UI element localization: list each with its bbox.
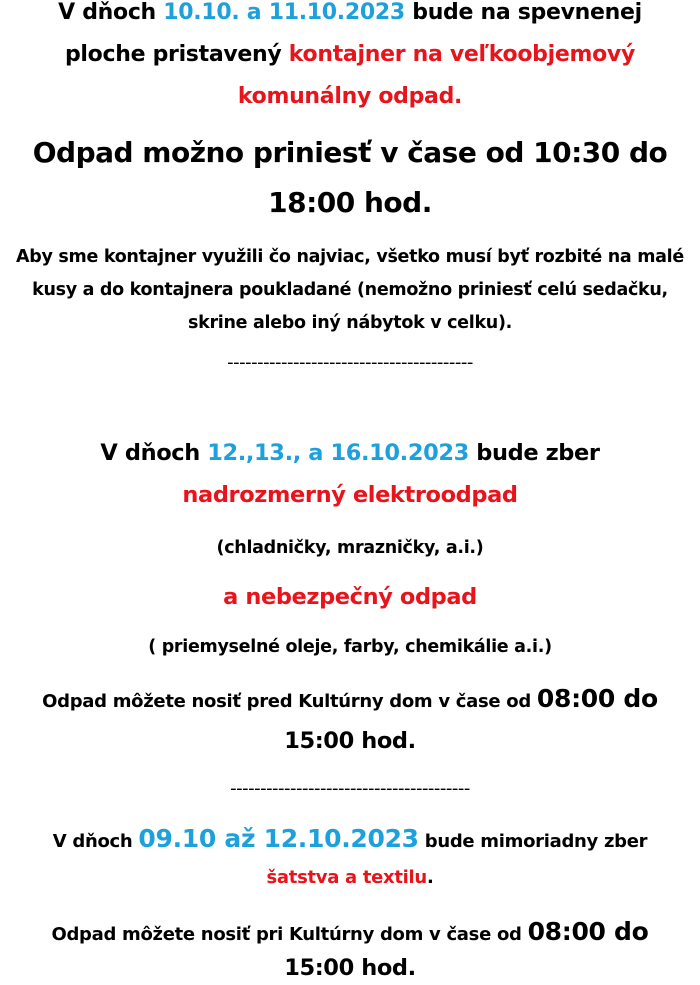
s3-time-value: 08:00 do xyxy=(527,917,649,946)
s3-period: . xyxy=(426,867,434,888)
s2-line1-text: V dňoch xyxy=(100,440,208,466)
s3-textile: šatstva a textilu xyxy=(266,867,427,888)
s1-line1-text: V dňoch xyxy=(58,0,164,25)
s1-line2 xyxy=(0,42,700,68)
s1-dates: 10.10. a 11.10.2023 xyxy=(163,0,405,25)
s1-time-line2: 18:00 hod. xyxy=(268,186,432,219)
s3-dates: 09.10 až 12.10.2023 xyxy=(138,824,419,853)
s2-time-value: 08:00 do xyxy=(536,684,658,713)
s2-time-line2: 15:00 hod. xyxy=(284,728,416,754)
s2-line1 xyxy=(0,440,700,467)
s1-line3: komunálny odpad. xyxy=(237,84,463,109)
s1-note-line3: skrine alebo iný nábytok v celku). xyxy=(188,313,512,333)
s2-line5: ( priemyselné oleje, farby, chemikálie a.i.) xyxy=(148,637,552,657)
s1-container-type: kontajner na veľkoobjemový xyxy=(288,42,635,67)
s2-dates: 12.,13., a 16.10.2023 xyxy=(207,440,469,466)
s2-line4: a nebezpečný odpad xyxy=(223,584,477,610)
s3-time-line1 xyxy=(0,917,700,947)
s3-line2 xyxy=(0,867,700,889)
s2-line1-tail: bude zber xyxy=(468,440,600,466)
s1-line1 xyxy=(0,0,700,26)
s1-note-line2: kusy a do kontajnera poukladané (nemožno priniesť celú sedačku, xyxy=(32,280,668,300)
s3-line1 xyxy=(0,824,700,854)
s1-separator: ----------------------------------------- xyxy=(227,352,473,373)
s2-time-text: Odpad môžete nosiť pred Kultúrny dom v čase od xyxy=(42,691,537,712)
s3-line1-tail: bude mimoriadny zber xyxy=(418,831,648,852)
s1-note-line1: Aby sme kontajner využili čo najviac, všetko musí byť rozbité na malé xyxy=(16,247,684,267)
s1-line2-text: ploche pristavený xyxy=(64,42,289,67)
s1-time-line1: Odpad možno priniesť v čase od 10:30 do xyxy=(32,136,668,169)
s2-time-line1 xyxy=(0,684,700,714)
s3-time-line2: 15:00 hod. xyxy=(284,955,416,981)
s3-time-text: Odpad môžete nosiť pri Kultúrny dom v čase od xyxy=(51,924,528,945)
s2-line3: (chladničky, mrazničky, a.i.) xyxy=(216,538,484,558)
s2-separator: ---------------------------------------- xyxy=(230,778,470,799)
s2-line2: nadrozmerný elektroodpad xyxy=(182,482,518,508)
s3-line1-text: V dňoch xyxy=(52,831,139,852)
s1-line1-tail: bude na spevnenej xyxy=(404,0,642,25)
